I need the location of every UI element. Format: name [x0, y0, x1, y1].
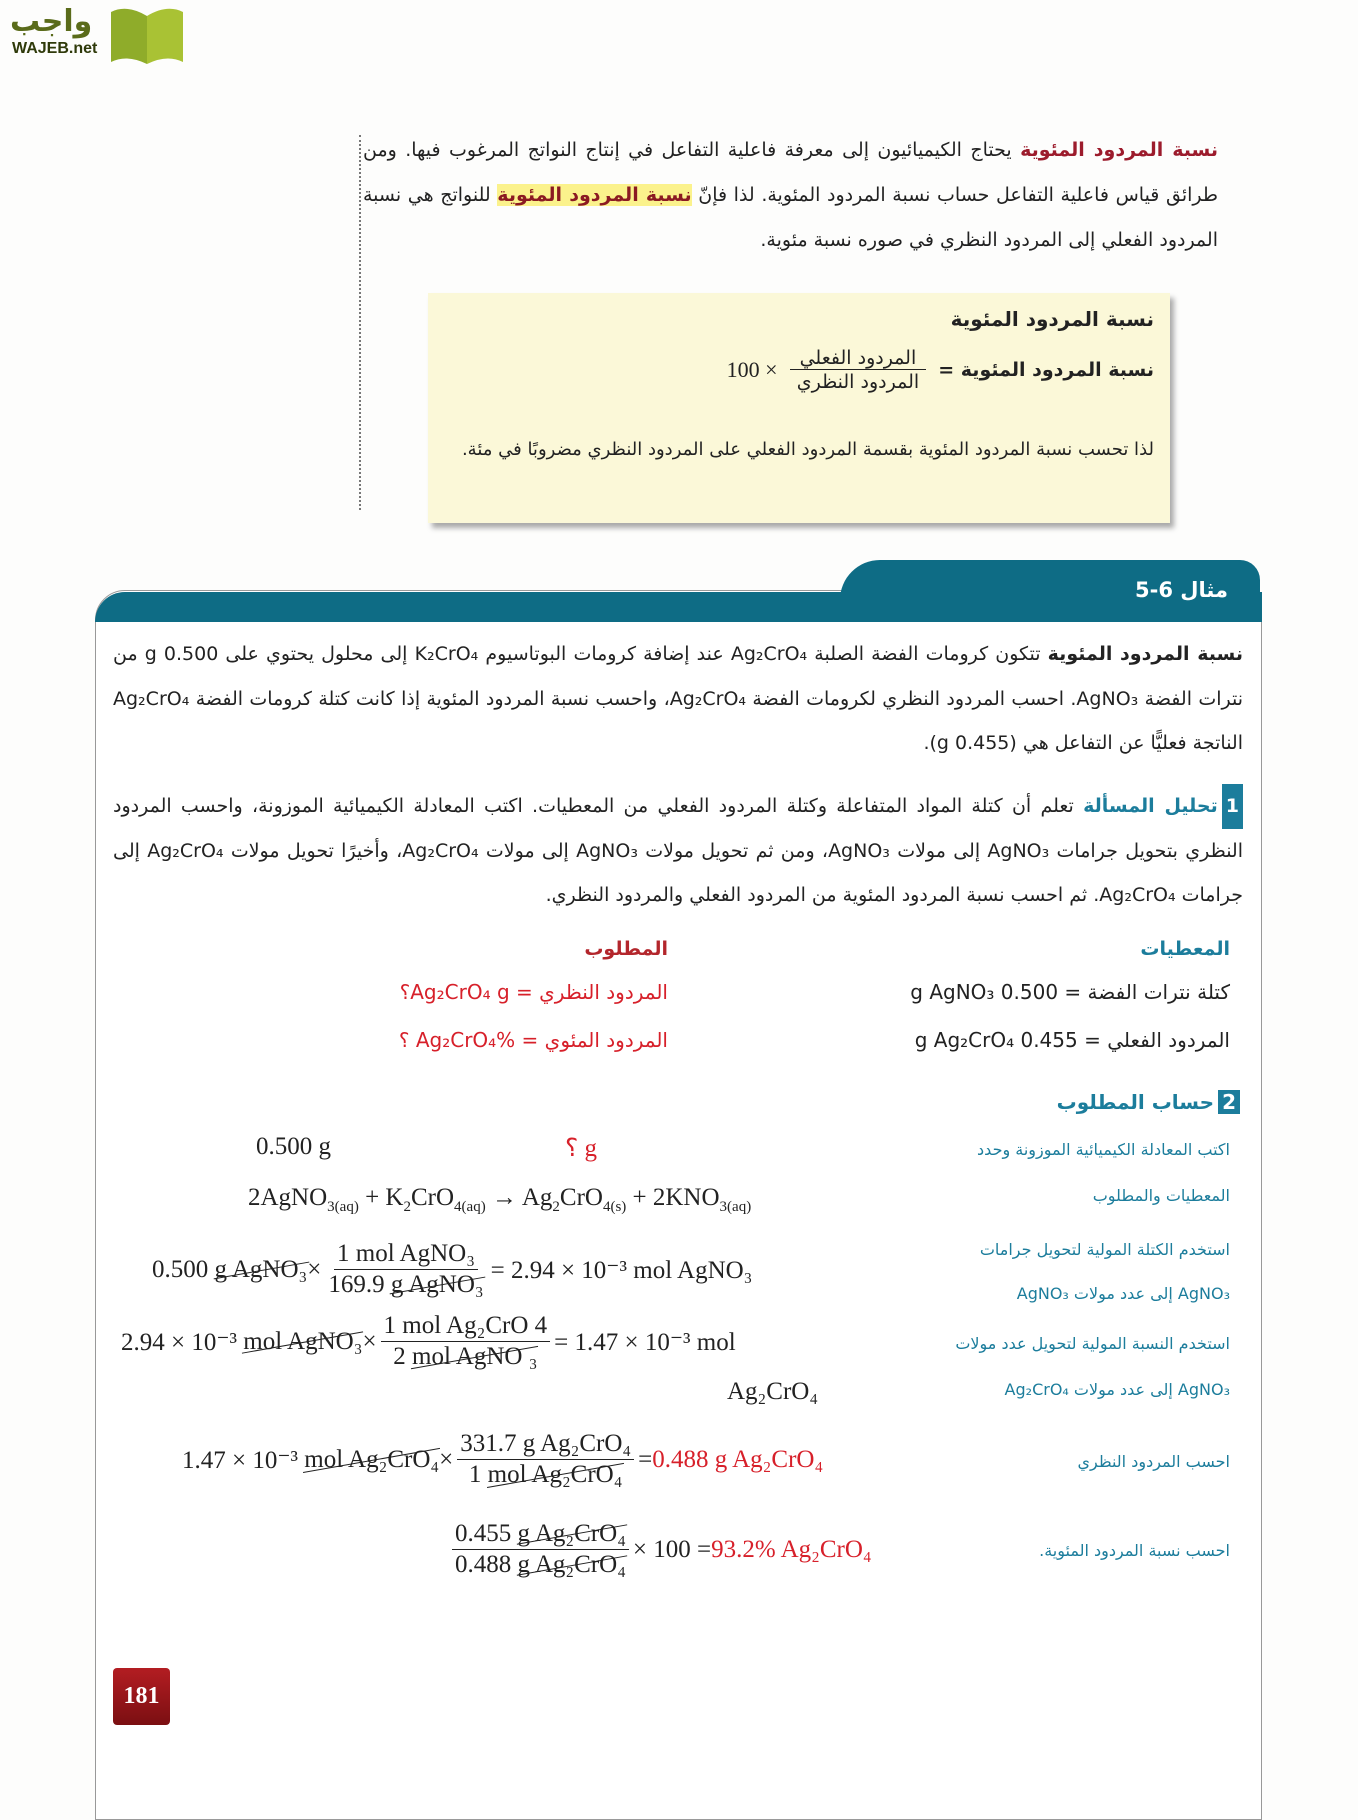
calc-1 — [152, 1240, 752, 1299]
fraction — [325, 1240, 486, 1299]
cancelled-unit: g AgNO₃ — [390, 1271, 484, 1298]
result: = 1.47 × 10⁻³ mol — [554, 1328, 736, 1356]
intro-text: يحتاج الكيميائيون إلى معرفة فاعلية التفاعل في إنتاج النواتج المرغوب فيها. ومن طرائق قياس فاعلية التفاعل حساب نسبة المردود المئوية. لذا فإنّ — [363, 139, 1219, 206]
label-3: استخدم الكتلة المولية لتحويل جرامات — [979, 1240, 1230, 1259]
label-2: المعطيات والمطلوب — [1092, 1186, 1230, 1205]
unknown-mass: ؟ g — [565, 1135, 598, 1162]
unknown-1: المردود النظري = Ag₂CrO₄ g؟ — [399, 980, 668, 1004]
step1 — [113, 784, 1243, 918]
page-number: 181 — [113, 1668, 170, 1725]
problem-term: نسبة المردود المئوية — [1047, 643, 1243, 665]
dotted-divider — [359, 135, 361, 510]
times-100: × 100 = — [632, 1535, 712, 1563]
givens-title: المعطيات — [1140, 938, 1230, 960]
formula-lhs: نسبة المردود المئوية = — [938, 359, 1154, 381]
fraction — [457, 1430, 634, 1489]
calc-2 — [121, 1312, 736, 1371]
step1-number: 1 — [1222, 784, 1243, 829]
eq-part: + K — [358, 1184, 404, 1211]
times-100: × 100 — [726, 357, 778, 382]
fraction — [452, 1520, 629, 1579]
eq-part: 2AgNO — [248, 1184, 328, 1211]
value: 0.455 — [455, 1520, 518, 1547]
intro-paragraph — [363, 128, 1218, 263]
times: × — [439, 1445, 454, 1473]
numerator — [452, 1520, 629, 1550]
book-icon — [107, 4, 187, 66]
times: × — [362, 1327, 377, 1355]
unknowns-title: المطلوب — [584, 938, 668, 960]
unknown-2: المردود المئوي = Ag₂CrO₄% ؟ — [398, 1028, 668, 1052]
problem-statement — [113, 632, 1243, 766]
denominator — [325, 1270, 486, 1299]
cancelled-unit: g Ag₂CrO₄ — [517, 1551, 626, 1578]
given-2: المردود الفعلي = 0.455 g Ag₂CrO₄ — [914, 1028, 1230, 1052]
formula-title: نسبة المردود المئوية — [950, 307, 1154, 331]
calc-4 — [448, 1520, 872, 1579]
term: نسبة المردود المئوية — [1020, 139, 1218, 161]
theoretical-yield-result: 0.488 g Ag₂CrO₄ — [652, 1445, 824, 1473]
calc-3 — [182, 1430, 823, 1489]
formula-note: لذا تحسب نسبة المردود المئوية بقسمة المردود الفعلي على المردود النظري مضروبًا في مئة. — [461, 439, 1154, 460]
eq-part: + 2KNO — [626, 1184, 720, 1211]
example-title: مثال 6-5 — [1135, 578, 1228, 602]
step2-title: حساب المطلوب — [1056, 1090, 1215, 1114]
step2 — [1057, 1090, 1240, 1114]
eq-sub: 4(aq) — [454, 1199, 486, 1215]
numerator: 1 mol AgNO₃ — [334, 1240, 478, 1270]
fraction — [381, 1312, 551, 1371]
step1-title: تحليل المسألة — [1083, 795, 1218, 817]
eq-part: → Ag — [485, 1184, 553, 1211]
label-4: AgNO₃ إلى عدد مولات AgNO₃ — [1016, 1284, 1230, 1303]
eq-sub: 2 — [552, 1199, 560, 1215]
label-5: استخدم النسبة المولية لتحويل عدد مولات — [955, 1334, 1230, 1353]
intro-text-end: للنواتج هي نسبة المردود الفعلي إلى المردود النظري في صوره نسبة مئوية. — [363, 184, 1218, 251]
value: 0.500 — [152, 1255, 209, 1283]
step1-text: تعلم أن كتلة المواد المتفاعلة وكتلة المردود الفعلي من المعطيات. اكتب المعادلة الكيميائية الموزونة، واحسب المردود النظري بتحويل جرامات AgNO₃ إلى مولات AgNO₃، ومن ثم تحويل مولات AgNO₃ إلى مولات Ag₂CrO₄، وأخيرًا تحويل مولات Ag₂CrO₄ إلى جرامات Ag₂CrO₄. ثم احسب نسبة المردود المئوية من المردود الفعلي والمردود النظري. — [113, 795, 1244, 906]
problem-text: تتكون كرومات الفضة الصلبة Ag₂CrO₄ عند إضافة كرومات البوتاسيوم K₂CrO₄ إلى محلول يحتوي على 0.500 g من نترات الفضة AgNO₃. احسب المردود النظري لكرومات الفضة Ag₂CrO₄، واحسب نسبة المردود المئوية إذا كانت كتلة كرومات الفضة Ag₂CrO₄ الناتجة فعليًّا عن التفاعل هي (0.455 g). — [113, 643, 1244, 754]
formula-fraction — [790, 347, 927, 393]
eq-part: CrO — [410, 1184, 455, 1211]
numerator: المردود الفعلي — [790, 347, 927, 370]
logo — [0, 0, 190, 66]
value: 169.9 — [328, 1271, 391, 1298]
label-6: AgNO₃ إلى عدد مولات Ag₂CrO₄ — [1004, 1380, 1230, 1399]
label-8: احسب نسبة المردود المئوية. — [1039, 1541, 1230, 1560]
cancelled-unit: g Ag₂CrO₄ — [517, 1520, 626, 1547]
denominator — [390, 1342, 540, 1371]
formula — [727, 347, 1154, 393]
logo-arabic: واجب — [10, 4, 93, 39]
formula-box — [428, 293, 1170, 523]
cancelled-unit: g AgNO₃ — [214, 1255, 308, 1283]
times: × — [307, 1255, 322, 1283]
denominator: المردود النظري — [796, 371, 920, 393]
value: 1.47 × 10⁻³ — [182, 1446, 299, 1474]
cancelled-unit: mol Ag₂CrO₄ — [304, 1445, 440, 1473]
value: 2.94 × 10⁻³ — [121, 1328, 238, 1356]
value: 0.488 — [455, 1551, 518, 1578]
eq-part: CrO — [559, 1184, 603, 1211]
cancelled-unit: mol AgNO ₃ — [412, 1343, 538, 1370]
logo-english: WAJEB.net — [12, 40, 98, 57]
denominator — [452, 1550, 629, 1579]
equals: = — [638, 1445, 653, 1473]
highlighted-term: نسبة المردود المئوية — [497, 184, 692, 206]
value: 2 — [393, 1343, 413, 1370]
percent-yield-result: 93.2% Ag₂CrO₄ — [711, 1535, 872, 1563]
eq-sub: 3(aq) — [327, 1199, 359, 1215]
calc-2-unit: Ag₂CrO₄ — [727, 1378, 819, 1405]
numerator: 331.7 g Ag₂CrO₄ — [457, 1430, 634, 1460]
cancelled-unit: mol Ag₂CrO₄ — [487, 1461, 623, 1488]
label-1: اكتب المعادلة الكيميائية الموزونة وحدد — [977, 1140, 1230, 1159]
eq-sub: 4(s) — [602, 1199, 627, 1215]
given-mass: 0.500 g — [256, 1133, 331, 1160]
step2-number: 2 — [1218, 1090, 1240, 1114]
eq-sub: 2 — [403, 1199, 411, 1215]
cancelled-unit: mol AgNO₃ — [243, 1327, 363, 1355]
eq-sub: 3(aq) — [719, 1199, 752, 1215]
value: 1 — [468, 1461, 488, 1488]
balanced-equation — [248, 1184, 751, 1216]
numerator: 1 mol Ag₂CrO 4 — [381, 1312, 551, 1342]
given-1: كتلة نترات الفضة = 0.500 g AgNO₃ — [910, 980, 1230, 1004]
denominator — [466, 1460, 626, 1489]
label-7: احسب المردود النظري — [1077, 1452, 1230, 1471]
result: = 2.94 × 10⁻³ mol AgNO₃ — [490, 1256, 753, 1284]
